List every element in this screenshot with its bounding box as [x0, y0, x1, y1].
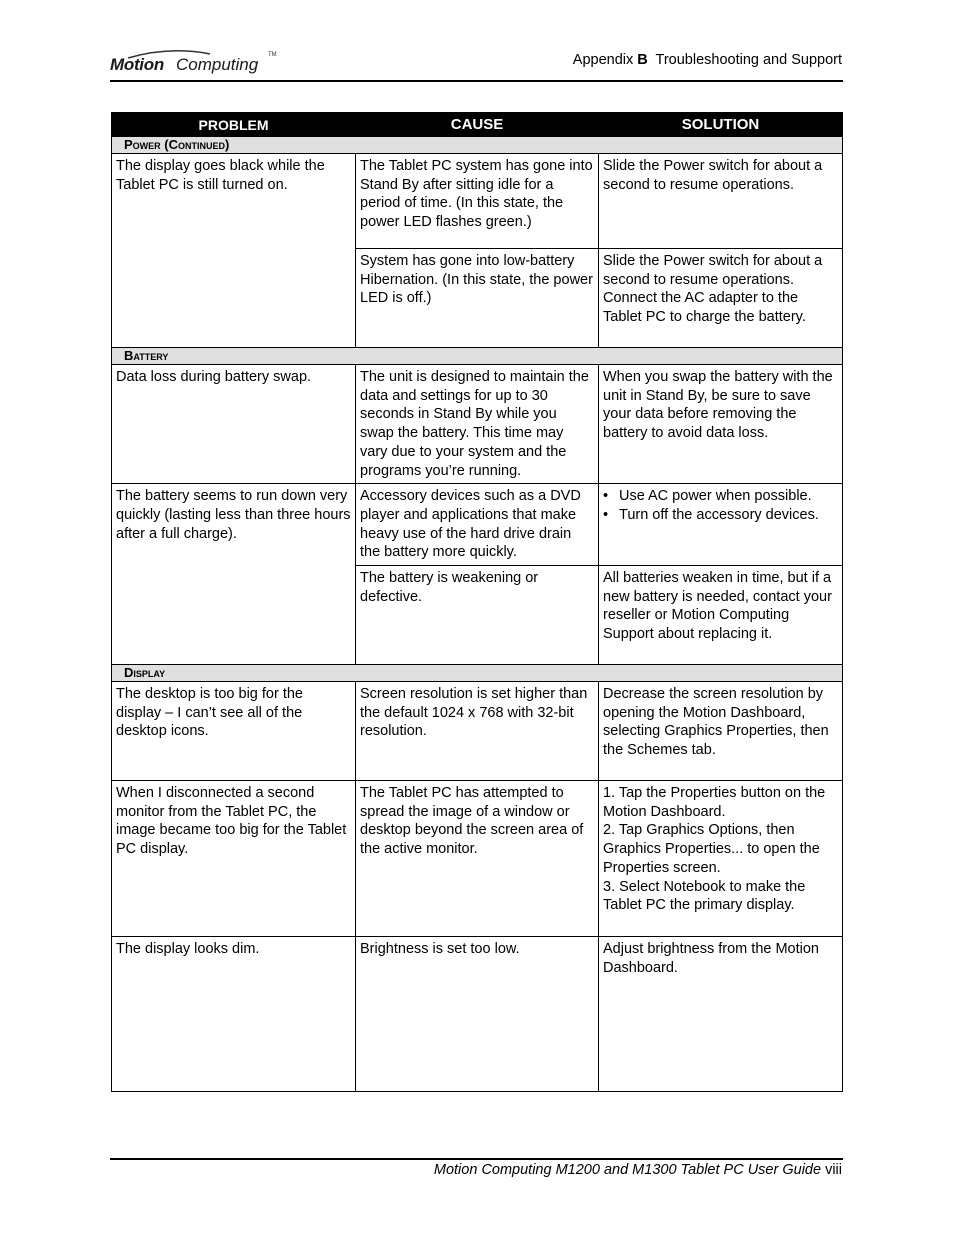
problem-cell: The display looks dim.	[112, 937, 356, 1092]
header-rule	[110, 80, 843, 82]
solution-step: 2. Tap Graphics Options, then Graphics Properties... to open the Properties screen.	[603, 822, 820, 876]
appendix-letter: B	[637, 52, 648, 68]
problem-cell: Data loss during battery swap.	[112, 365, 356, 484]
page-number: viii	[825, 1162, 842, 1178]
troubleshooting-table	[111, 112, 843, 1092]
problem-cell: The battery seems to run down very quickly (lasting less than three hours after a full charge).	[112, 484, 356, 665]
solution-cell: Adjust brightness from the Motion Dashboard.	[599, 937, 843, 1092]
solution-cell: Slide the Power switch for about a second to resume operations.	[599, 154, 843, 249]
page-footer	[434, 1162, 842, 1178]
section-row-power	[112, 137, 843, 154]
list-item: • Turn off the accessory devices.	[603, 506, 838, 525]
cause-cell: Screen resolution is set higher than the default 1024 x 768 with 32-bit resolution.	[356, 682, 599, 781]
table-header-row	[112, 113, 843, 137]
cause-cell: The unit is designed to maintain the data and settings for up to 30 seconds in Stand By while you swap the battery. This time may vary due to your system and the programs you’re running.	[356, 365, 599, 484]
column-header-cause: CAUSE	[356, 113, 599, 137]
table-row	[112, 937, 843, 1092]
problem-cell: The display goes black while the Tablet PC is still turned on.	[112, 154, 356, 348]
solution-step: 3. Select Notebook to make the Tablet PC the primary display.	[603, 878, 806, 914]
solution-step: 1. Tap the Properties button on the Motion Dashboard.	[603, 785, 826, 820]
column-header-problem: PROBLEM	[112, 113, 356, 137]
footer-title: Motion Computing M1200 and M1300 Tablet PC User Guide	[433, 1162, 822, 1178]
solution-bullet-list	[603, 487, 838, 524]
appendix-word: Appendix	[572, 52, 634, 68]
running-header	[573, 52, 842, 68]
solution-cell	[599, 484, 843, 566]
solution-cell: When you swap the battery with the unit in Stand By, be sure to save your data before removing the battery to avoid data loss.	[599, 365, 843, 484]
table-row	[112, 154, 843, 249]
cause-cell: The battery is weakening or defective.	[356, 566, 599, 665]
list-item: • Use AC power when possible.	[603, 487, 838, 506]
motion-computing-logo	[110, 48, 285, 80]
section-label-battery: Battery	[112, 348, 843, 365]
problem-cell: When I disconnected a second monitor from the Tablet PC, the image became too big for the Tablet PC display.	[112, 781, 356, 937]
cause-cell: Accessory devices such as a DVD player and applications that make heavy use of the hard drive drain the battery more quickly.	[356, 484, 599, 566]
cause-cell: The Tablet PC system has gone into Stand By after sitting idle for a period of time. (In this state, the power LED flashes green.)	[356, 154, 599, 249]
logo-computing-text: Computing	[176, 55, 259, 74]
section-row-display	[112, 665, 843, 682]
cause-cell: Brightness is set too low.	[356, 937, 599, 1092]
solution-cell	[599, 781, 843, 937]
footer-rule	[110, 1158, 843, 1160]
solution-cell: Slide the Power switch for about a second to resume operations. Connect the AC adapter to the Tablet PC to charge the battery.	[599, 249, 843, 348]
table-row	[112, 781, 843, 937]
table-row	[112, 365, 843, 484]
section-label-power: Power (Continued)	[112, 137, 843, 154]
cause-cell: System has gone into low-battery Hibernation. (In this state, the power LED is off.)	[356, 249, 599, 348]
section-row-battery	[112, 348, 843, 365]
table-row	[112, 682, 843, 781]
table-row	[112, 484, 843, 566]
logo-trademark: TM	[268, 52, 277, 58]
column-header-solution: SOLUTION	[599, 113, 843, 137]
cause-cell: The Tablet PC has attempted to spread the image of a window or desktop beyond the screen area of the active monitor.	[356, 781, 599, 937]
solution-cell: All batteries weaken in time, but if a new battery is needed, contact your reseller or Motion Computing Support about replacing it.	[599, 566, 843, 665]
section-label-display: Display	[112, 665, 843, 682]
section-title: Troubleshooting and Support	[655, 52, 842, 68]
solution-cell: Decrease the screen resolution by opening the Motion Dashboard, selecting Graphics Properties, then the Schemes tab.	[599, 682, 843, 781]
logo-motion-text: Motion	[110, 55, 164, 74]
problem-cell: The desktop is too big for the display – I can’t see all of the desktop icons.	[112, 682, 356, 781]
